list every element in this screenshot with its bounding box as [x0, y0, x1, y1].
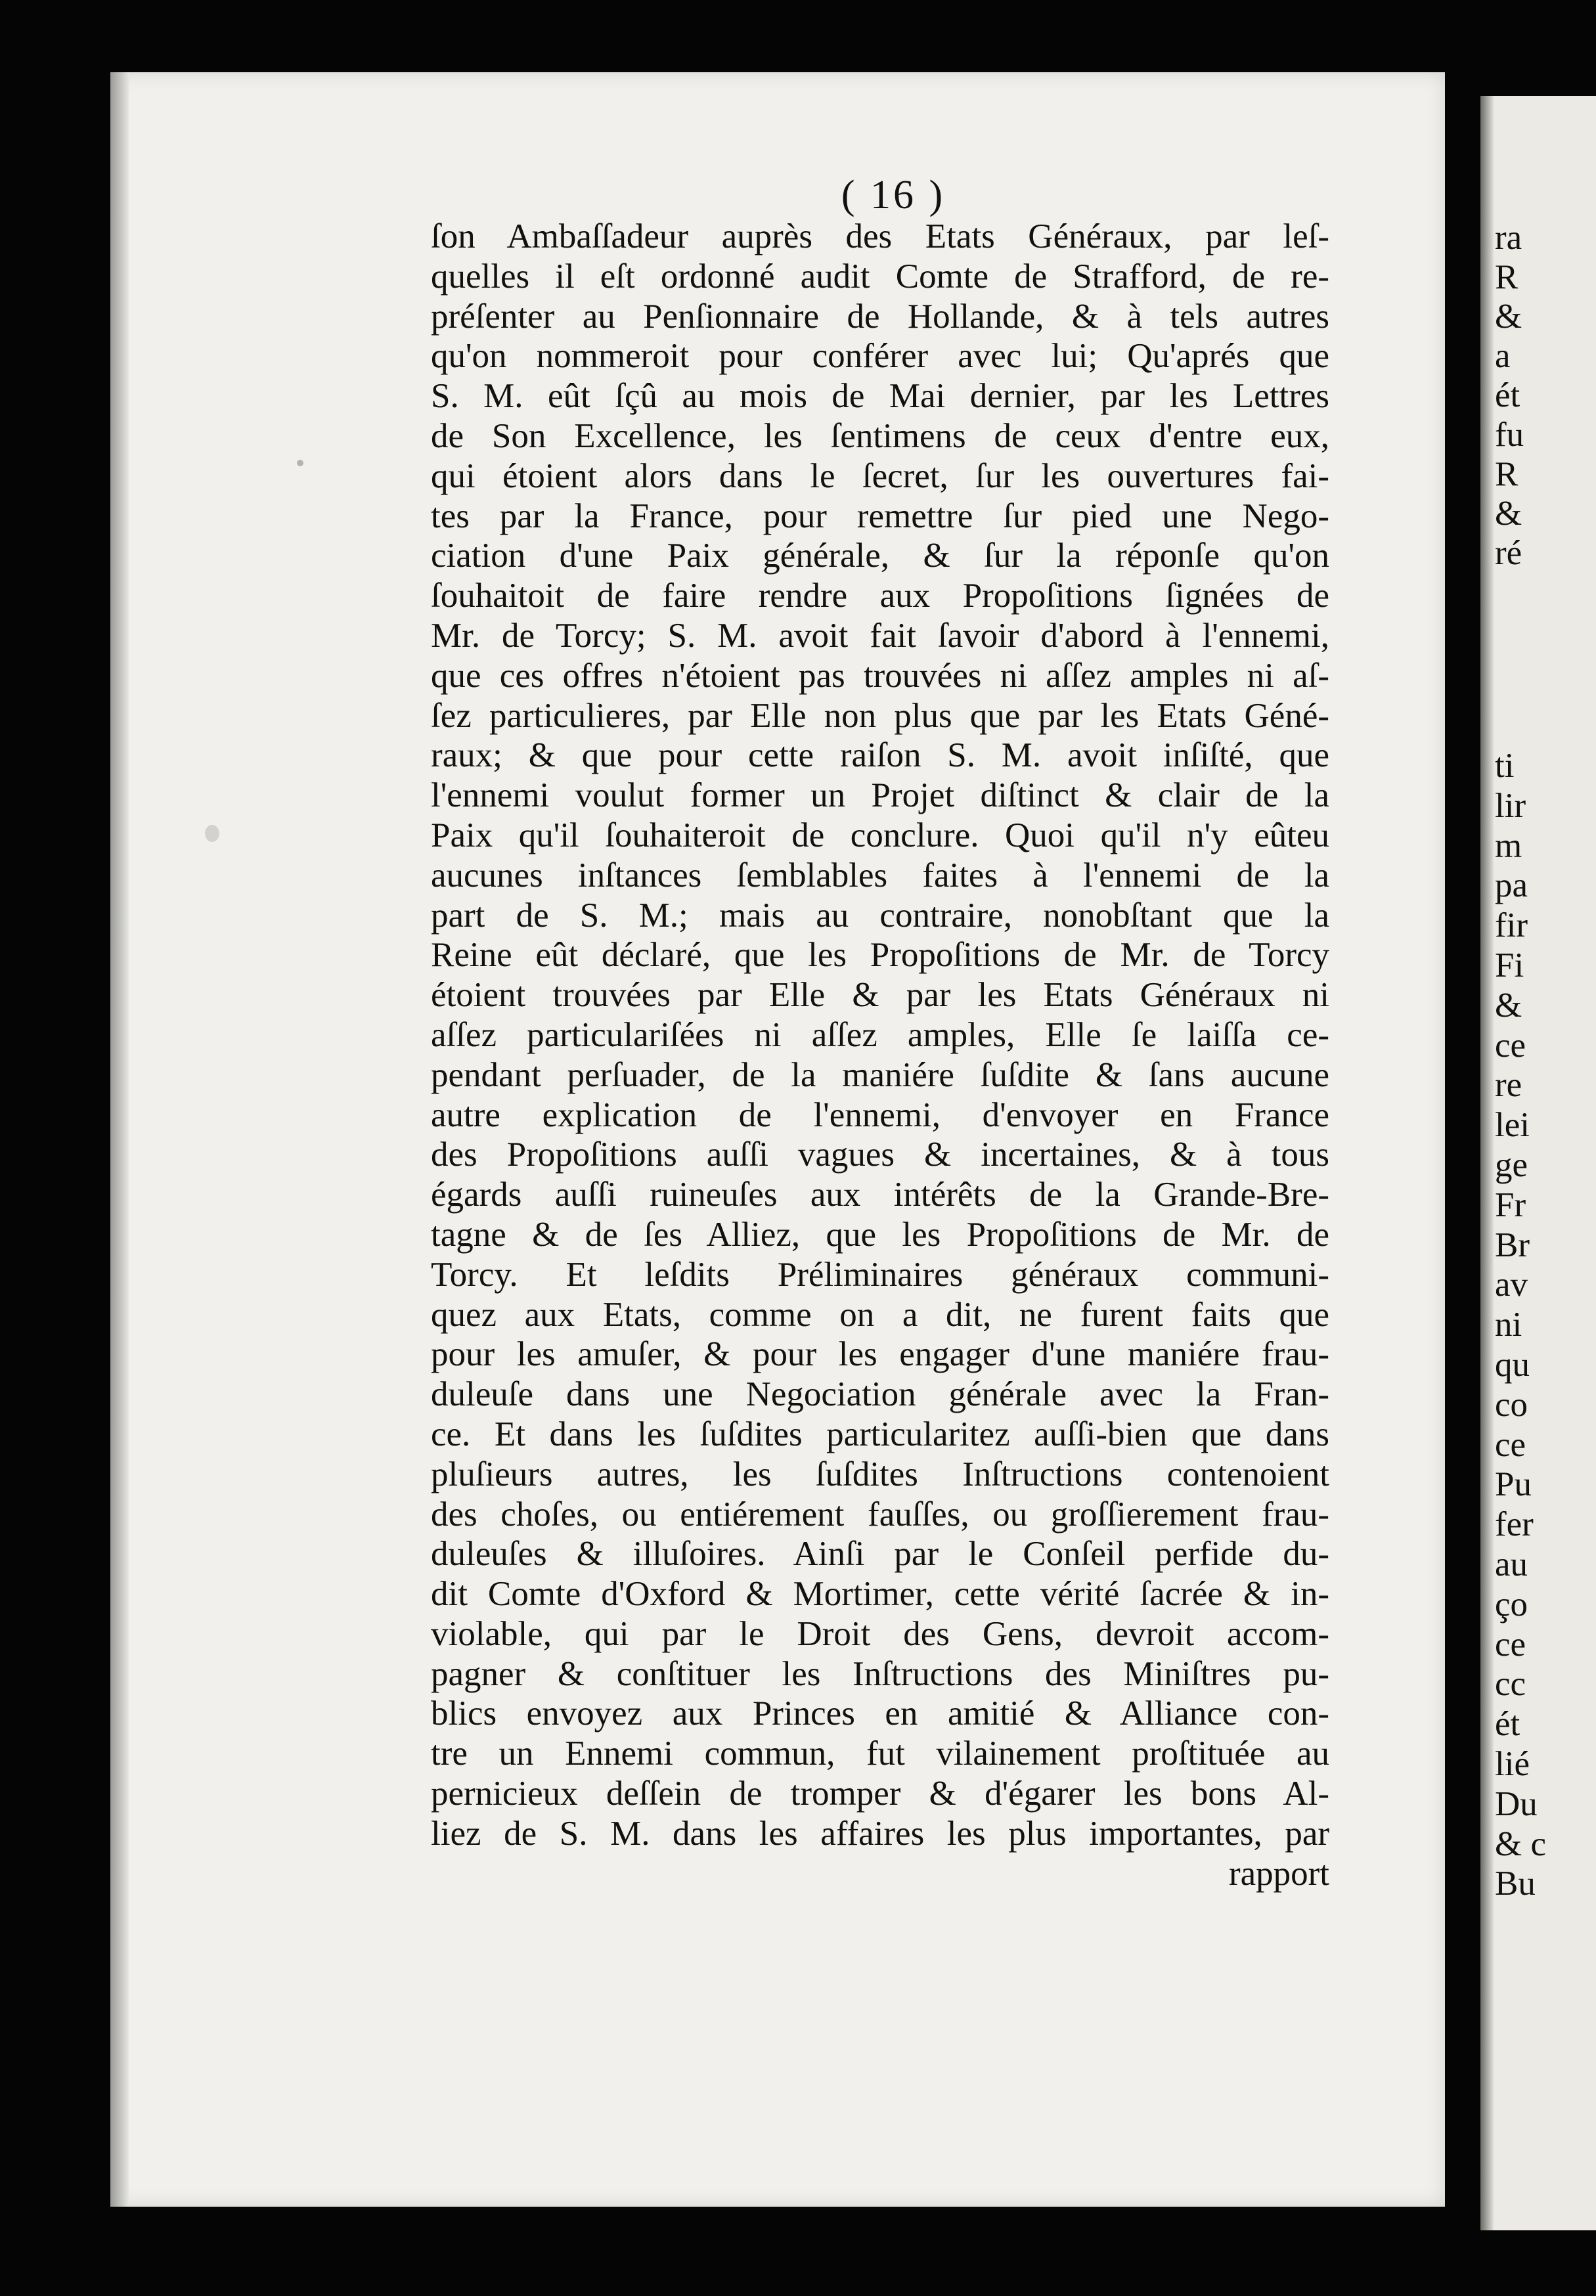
facing-page-fragment: fu	[1495, 416, 1524, 454]
facing-page-fragment: &	[1495, 986, 1522, 1025]
text-line: qui étoient alors dans le ſecret, ſur les ouvertures fai-	[431, 456, 1329, 495]
text-line: tagne & de ſes Alliez, que les Propoſitions de Mr. de	[431, 1215, 1329, 1254]
text-line: tre un Ennemi commun, fut vilainement proſtituée au	[431, 1734, 1329, 1773]
text-line: quelles il eſt ordonné audit Comte de Strafford, de re-	[431, 257, 1329, 296]
page-number: ( 16 )	[841, 173, 946, 217]
text-line: duleuſe dans une Negociation générale avec la Fran-	[431, 1375, 1329, 1414]
ink-spot	[205, 825, 219, 842]
text-line: ce. Et dans les ſuſdites particularitez auſſi-bien que dans	[431, 1415, 1329, 1453]
facing-page-fragment: re	[1495, 1066, 1522, 1105]
facing-page-fragment: ce	[1495, 1425, 1526, 1464]
text-line: des Propoſitions auſſi vagues & incertaines, & à tous	[431, 1136, 1329, 1174]
facing-page-fragment: ti	[1495, 747, 1515, 785]
text-line: de Son Excellence, les ſentimens de ceux d'entre eux,	[431, 416, 1329, 455]
text-line: S. M. eût ſçû au mois de Mai dernier, par les Lettres	[431, 377, 1329, 416]
text-line: que ces offres n'étoient pas trouvées ni aſſez amples ni aſ-	[431, 656, 1329, 695]
facing-page-fragment: lei	[1495, 1106, 1530, 1145]
text-line: pour les amuſer, & pour les engager d'une maniére frau-	[431, 1335, 1329, 1374]
facing-page-fragment: Bu	[1495, 1865, 1536, 1903]
facing-page-fragment: Br	[1495, 1225, 1530, 1264]
text-line: raux; & que pour cette raiſon S. M. avoit inſiſté, que	[431, 736, 1329, 775]
ink-spot	[297, 460, 303, 466]
facing-page-fragment: ét	[1495, 1705, 1520, 1744]
facing-page-fragment: qu	[1495, 1346, 1530, 1384]
text-line: ſon Ambaſſadeur auprès des Etats Généraux, par leſ-	[431, 217, 1329, 255]
text-line: aucunes inſtances ſemblables faites à l'ennemi de la	[431, 856, 1329, 894]
text-line: violable, qui par le Droit des Gens, devroit accom-	[431, 1614, 1329, 1653]
facing-page-fragment: R	[1495, 258, 1518, 296]
text-line: Mr. de Torcy; S. M. avoit fait ſavoir d'abord à l'ennemi,	[431, 616, 1329, 655]
text-line: aſſez particulariſées ni aſſez amples, Elle ſe laiſſa ce-	[431, 1015, 1329, 1054]
facing-page-fragment: au	[1495, 1545, 1528, 1583]
facing-page-fragment: co	[1495, 1385, 1528, 1424]
text-line: quez aux Etats, comme on a dit, ne furent faits que	[431, 1295, 1329, 1334]
facing-page-fragment: ré	[1495, 534, 1522, 572]
facing-page-fragment: cc	[1495, 1665, 1526, 1704]
text-line: Paix qu'il ſouhaiteroit de conclure. Quoi qu'il n'y eûteu	[431, 816, 1329, 854]
facing-page-fragment: ni	[1495, 1306, 1522, 1344]
text-line: rapport	[1228, 1854, 1329, 1893]
facing-page-fragment: Pu	[1495, 1465, 1532, 1504]
facing-page-fragment: &	[1495, 298, 1522, 336]
facing-page-fragment: &	[1495, 495, 1522, 533]
facing-page-fragment: lir	[1495, 786, 1526, 825]
text-line: part de S. M.; mais au contraire, nonobſtant que la	[431, 896, 1329, 935]
facing-page-fragment: Fr	[1495, 1185, 1526, 1224]
facing-page-fragment: lié	[1495, 1745, 1530, 1783]
text-line: duleuſes & illuſoires. Ainſi par le Conſeil perfide du-	[431, 1535, 1329, 1574]
text-line: pagner & conſtituer les Inſtructions des Miniſtres pu-	[431, 1654, 1329, 1693]
body-text	[431, 217, 1329, 1893]
facing-page-fragment: Du	[1495, 1784, 1538, 1823]
facing-page-fragment: R	[1495, 455, 1518, 493]
facing-page-fragment: & c	[1495, 1824, 1546, 1863]
text-line: blics envoyez aux Princes en amitié & Alliance con-	[431, 1694, 1329, 1733]
text-line: préſenter au Penſionnaire de Hollande, & à tels autres	[431, 297, 1329, 336]
text-line: dit Comte d'Oxford & Mortimer, cette vérité ſacrée & in-	[431, 1575, 1329, 1614]
facing-page-fragment: fir	[1495, 906, 1528, 945]
facing-page-fragment: ge	[1495, 1146, 1528, 1184]
facing-page-fragment: ét	[1495, 376, 1520, 414]
facing-page-fragment: fer	[1495, 1505, 1534, 1544]
text-line: des choſes, ou entiérement fauſſes, ou groſſierement frau-	[431, 1495, 1329, 1534]
text-line: qu'on nommeroit pour conférer avec lui; Qu'aprés que	[431, 337, 1329, 376]
text-line: ciation d'une Paix générale, & ſur la réponſe qu'on	[431, 537, 1329, 575]
text-line: Reine eût déclaré, que les Propoſitions de Mr. de Torcy	[431, 936, 1329, 975]
text-line: égards auſſi ruineuſes aux intérêts de la Grande-Bre-	[431, 1176, 1329, 1214]
facing-page-fragment: ce	[1495, 1625, 1526, 1664]
facing-page	[1480, 96, 1596, 2230]
text-line: liez de S. M. dans les affaires les plus importantes, par	[431, 1814, 1329, 1853]
text-line: ſez particulieres, par Elle non plus que par les Etats Géné-	[431, 696, 1329, 735]
text-line: Torcy. Et leſdits Préliminaires généraux communi-	[431, 1255, 1329, 1294]
facing-page-fragment: pa	[1495, 866, 1528, 905]
text-line: pernicieux deſſein de tromper & d'égarer les bons Al-	[431, 1775, 1329, 1813]
facing-page-fragment: Fi	[1495, 946, 1524, 984]
text-line: l'ennemi voulut former un Projet diſtinct & clair de la	[431, 776, 1329, 815]
facing-page-fragment: ce	[1495, 1026, 1526, 1065]
facing-page-fragment: ço	[1495, 1585, 1528, 1623]
facing-page-fragment: a	[1495, 337, 1511, 375]
text-line: pluſieurs autres, les ſuſdites Inſtructions contenoient	[431, 1455, 1329, 1493]
facing-page-fragment: m	[1495, 826, 1522, 865]
text-line: étoient trouvées par Elle & par les Etats Généraux ni	[431, 976, 1329, 1015]
text-line: pendant perſuader, de la maniére ſuſdite & ſans aucune	[431, 1055, 1329, 1094]
text-line: autre explication de l'ennemi, d'envoyer en France	[431, 1095, 1329, 1134]
text-line: tes par la France, pour remettre ſur pied une Nego-	[431, 497, 1329, 535]
facing-page-fragment: av	[1495, 1266, 1528, 1304]
text-line: ſouhaitoit de faire rendre aux Propoſitions ſignées de	[431, 577, 1329, 615]
facing-page-fragment: ra	[1495, 219, 1522, 257]
